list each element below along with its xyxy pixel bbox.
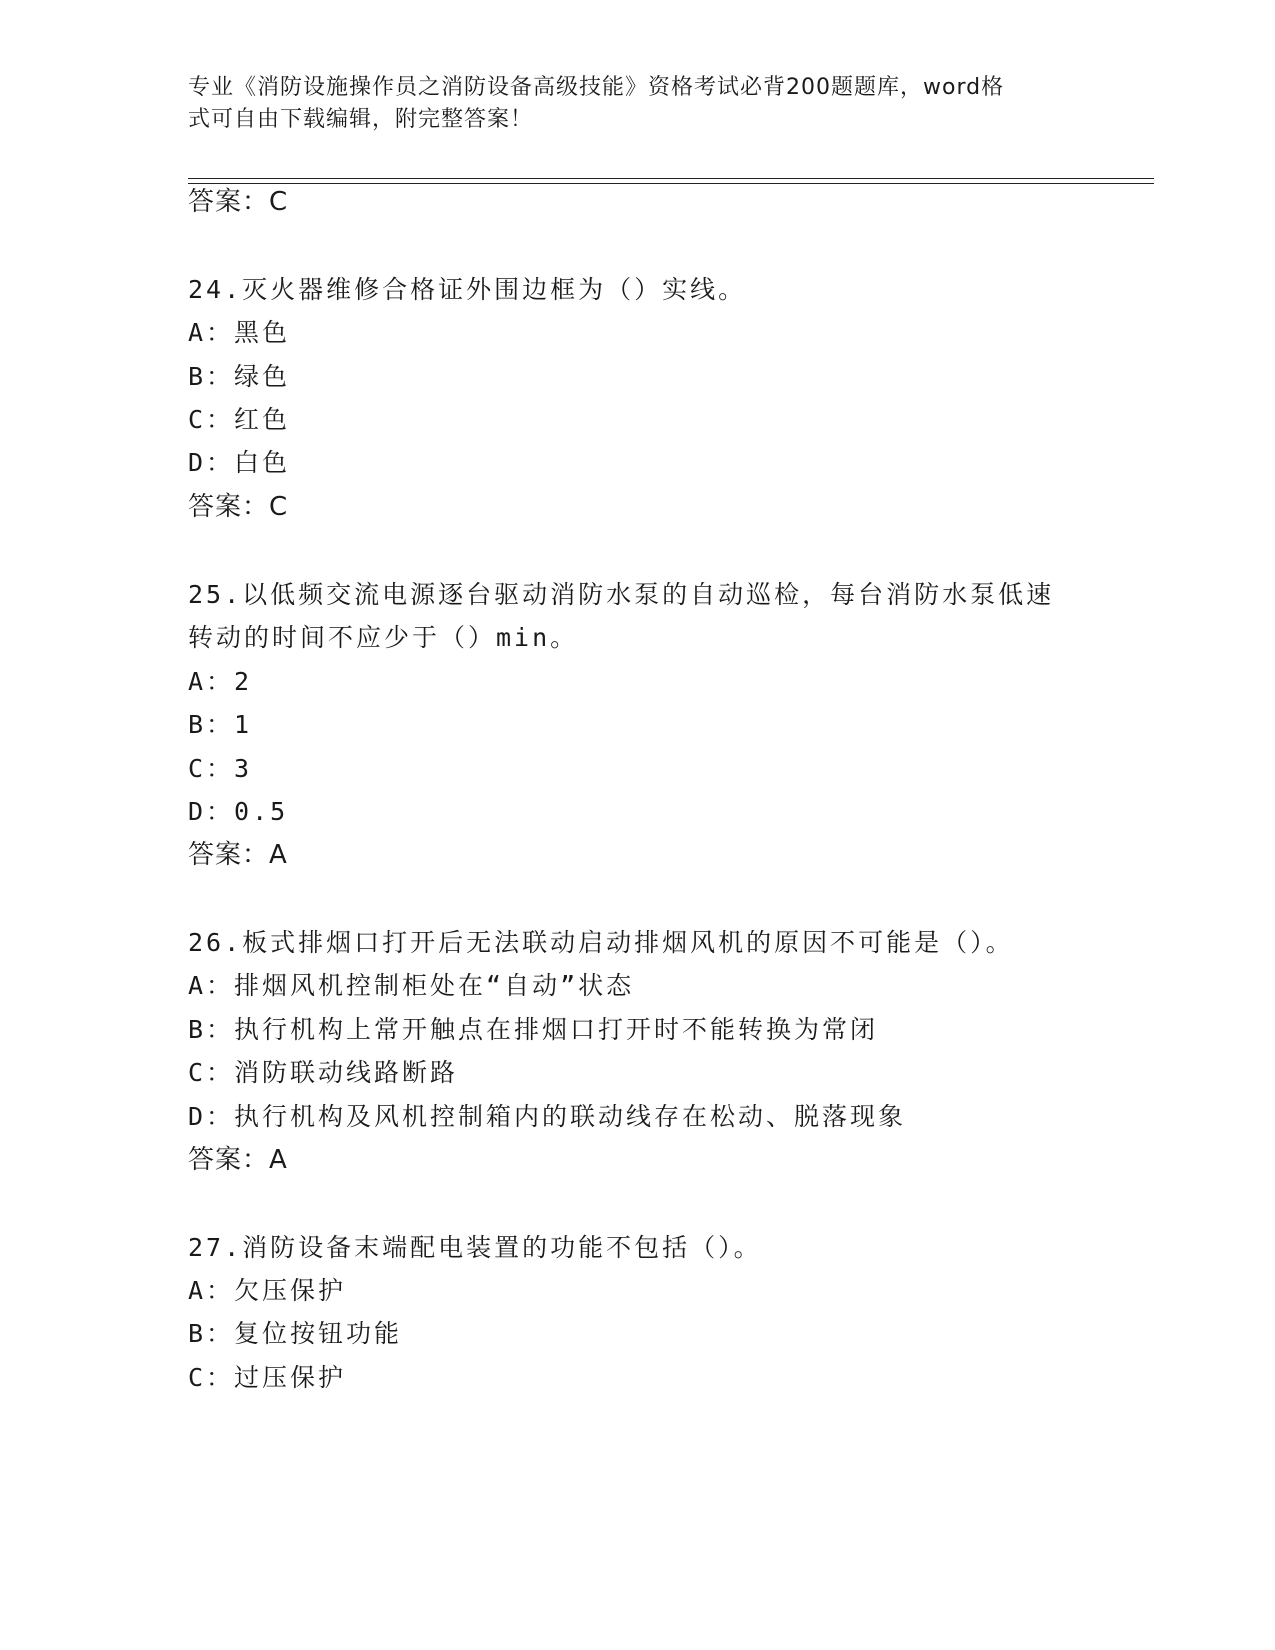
question-24-option-b: B：绿色 <box>188 362 291 391</box>
question-24-answer: 答案：C <box>188 492 289 522</box>
question-25-answer: 答案：A <box>188 840 288 870</box>
question-24-option-d: D：白色 <box>188 448 291 477</box>
question-27-option-a: A：欠压保护 <box>188 1276 347 1305</box>
question-26-option-b: B：执行机构上常开触点在排烟口打开时不能转换为常闭 <box>188 1015 879 1044</box>
question-25-option-b: B：1 <box>188 710 253 739</box>
question-24-stem: 24.灭火器维修合格证外围边框为（）实线。 <box>188 275 747 304</box>
question-26-option-d: D：执行机构及风机控制箱内的联动线存在松动、脱落现象 <box>188 1102 907 1131</box>
question-26-stem: 26.板式排烟口打开后无法联动启动排烟风机的原因不可能是（）。 <box>188 928 1014 957</box>
question-26-answer: 答案：A <box>188 1145 288 1175</box>
question-25-option-c: C：3 <box>188 754 253 783</box>
header-divider-bottom <box>188 183 1154 184</box>
question-27-option-c: C：过压保护 <box>188 1363 347 1392</box>
question-25-option-a: A：2 <box>188 667 253 696</box>
question-24-option-a: A：黑色 <box>188 318 291 347</box>
header-line-1: 专业《消防设施操作员之消防设备高级技能》资格考试必背200题题库，word格 <box>188 75 1005 100</box>
previous-answer: 答案：C <box>188 187 289 217</box>
question-26-option-a: A：排烟风机控制柜处在“自动”状态 <box>188 971 635 1000</box>
question-25-stem-line-1: 25.以低频交流电源逐台驱动消防水泵的自动巡检，每台消防水泵低速 <box>188 580 1055 609</box>
document-header <box>188 72 1088 136</box>
header-line-2: 式可自由下载编辑，附完整答案！ <box>188 107 534 132</box>
question-27-stem: 27.消防设备末端配电装置的功能不包括（）。 <box>188 1233 762 1262</box>
question-25-stem-line-2: 转动的时间不应少于（）min。 <box>188 623 579 652</box>
question-26-option-c: C：消防联动线路断路 <box>188 1058 459 1087</box>
question-27-option-b: B：复位按钮功能 <box>188 1319 403 1348</box>
header-divider-top <box>188 178 1154 179</box>
question-25-option-d: D：0.5 <box>188 797 289 826</box>
question-24-option-c: C：红色 <box>188 405 291 434</box>
